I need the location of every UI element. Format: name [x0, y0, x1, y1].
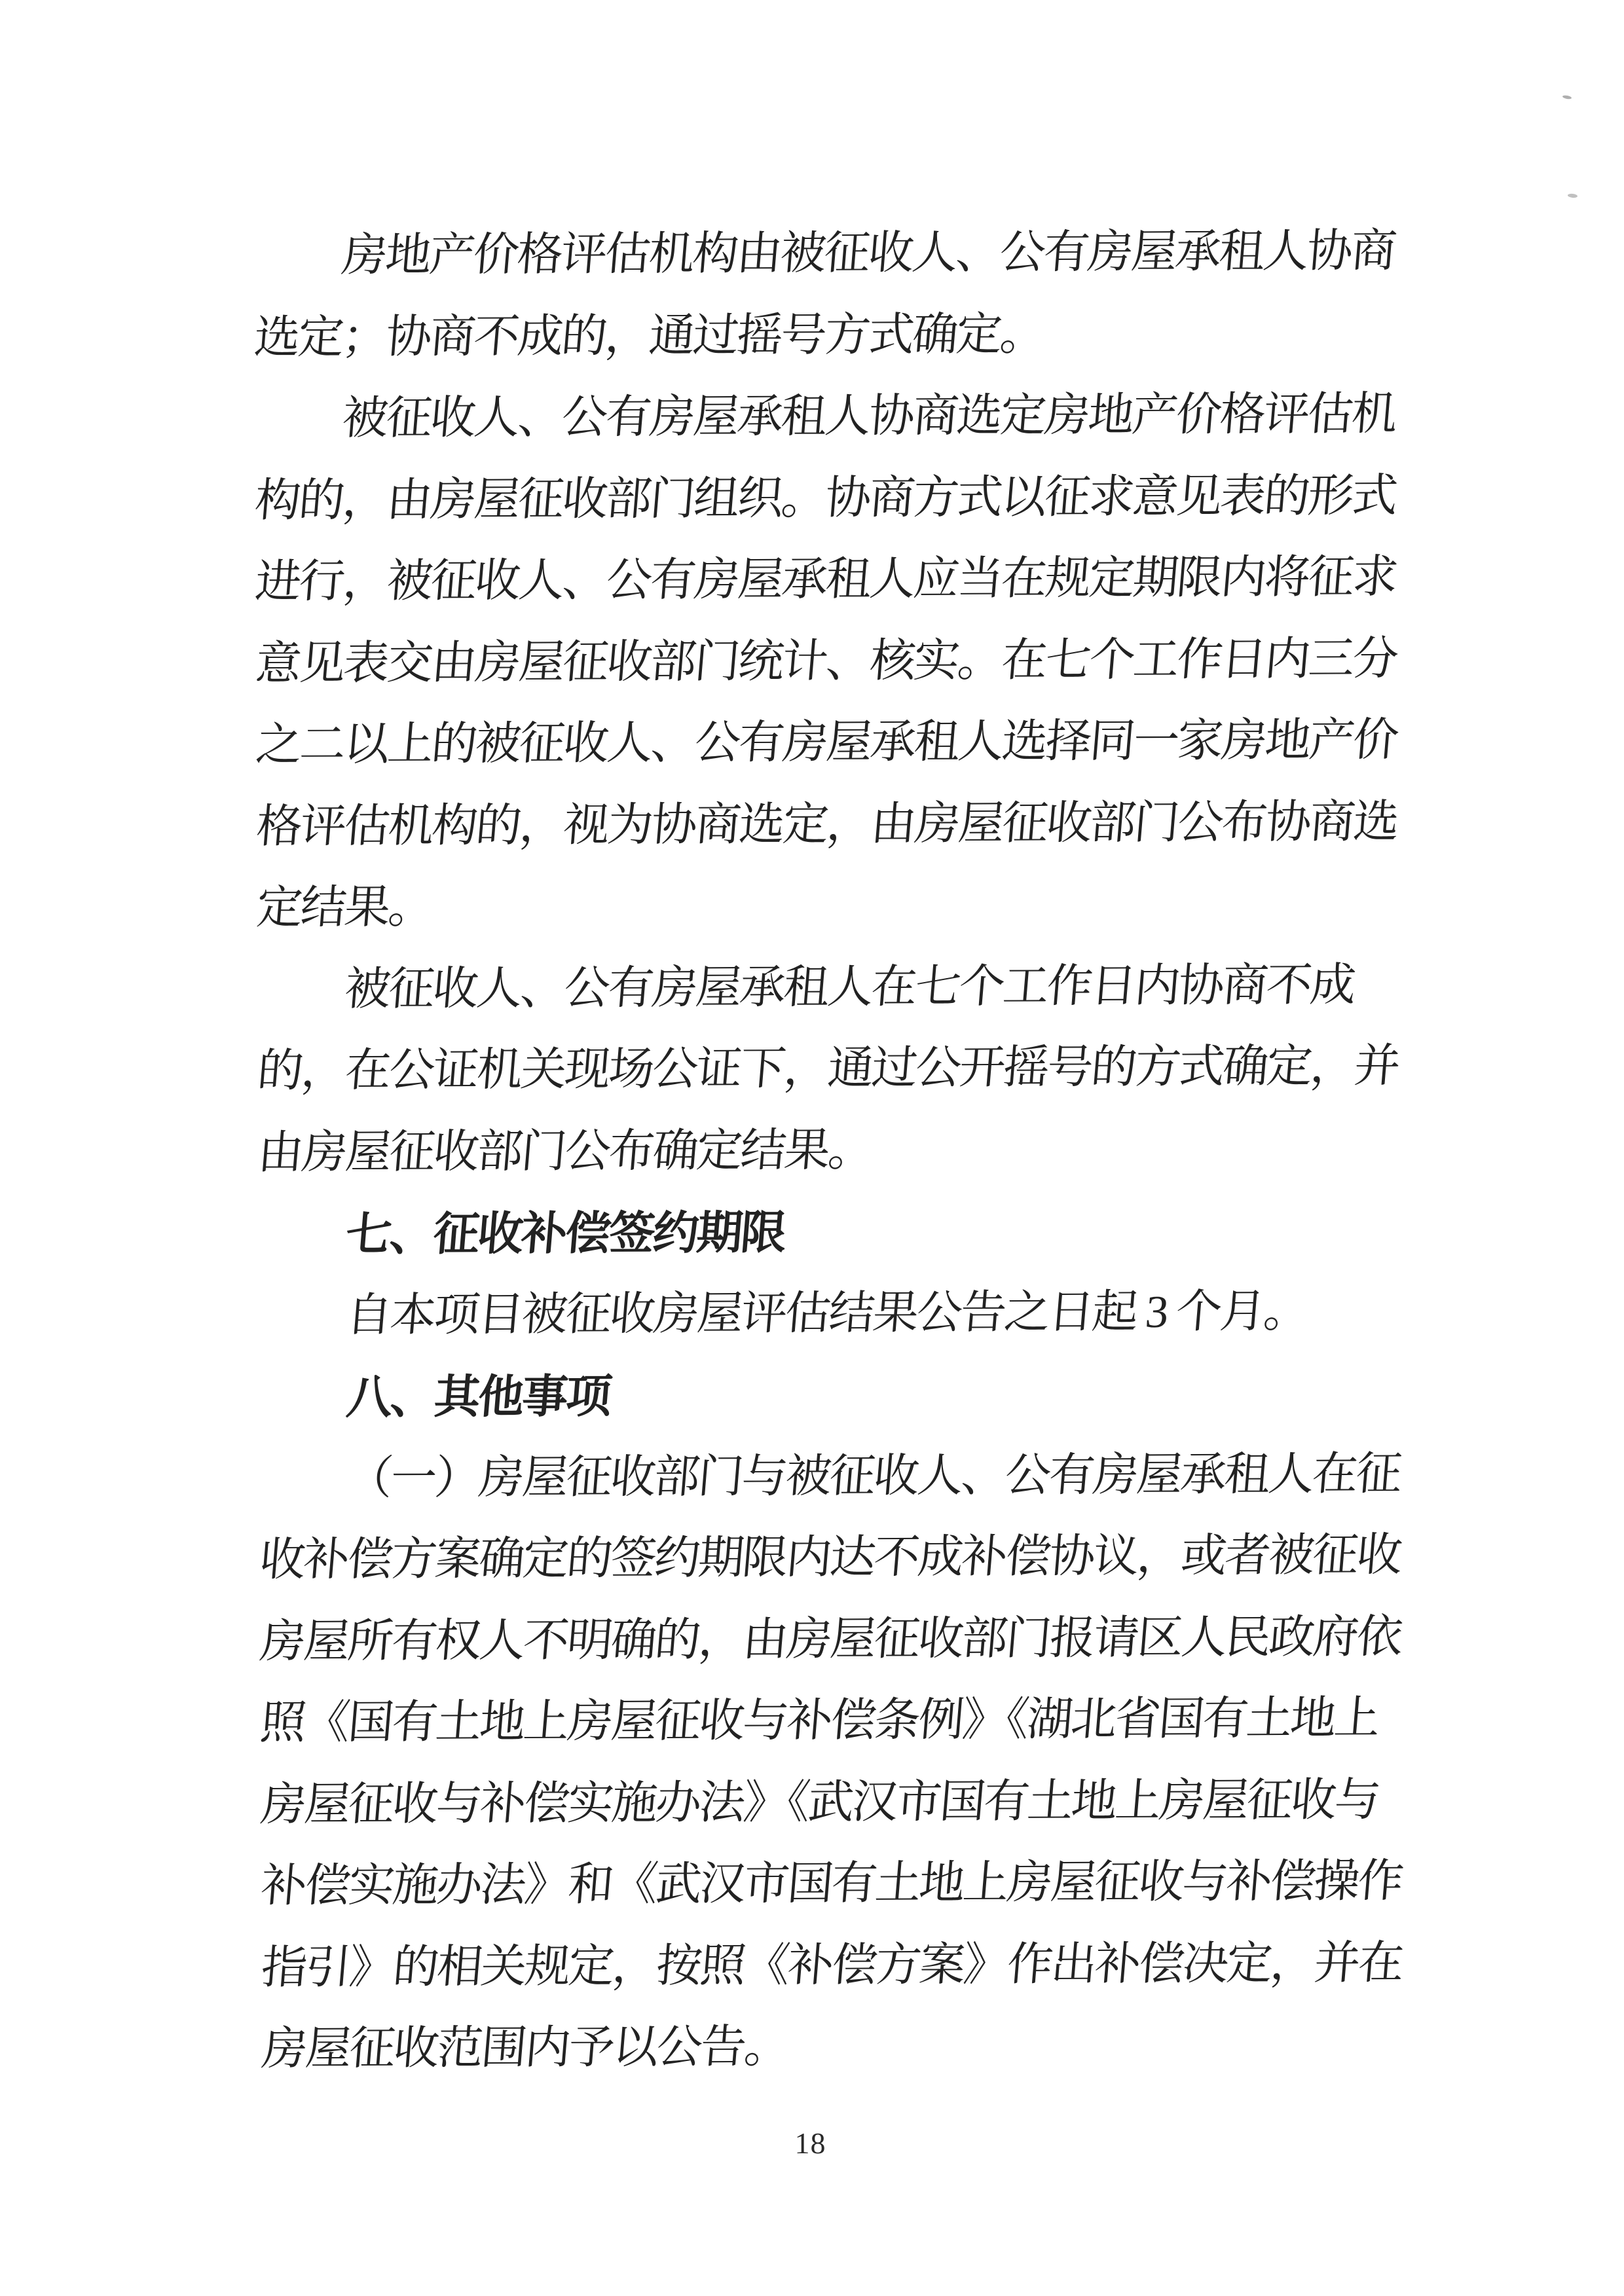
text-line: 进行，被征收人、公有房屋承租人应当在规定期限内将征求 — [253, 552, 1399, 608]
text-line: 选定；协商不成的，通过摇号方式确定。 — [252, 309, 1046, 363]
text-line: 格评估机构的，视为协商选定，由房屋征收部门公布协商选 — [254, 796, 1399, 852]
scan-speck-icon — [1568, 193, 1578, 198]
text-line: 指引》的相关规定，按照《补偿方案》作出补偿决定，并在 — [259, 1937, 1405, 1994]
text-line: 房屋征收范围内予以公告。 — [259, 2022, 790, 2075]
document-body — [250, 211, 1424, 2090]
text-line: 收补偿方案确定的签约期限内达不成补偿协议，或者被征收 — [257, 1530, 1403, 1586]
text-line: 自本项目被征收房屋评估结果公告之日起 3 个月。 — [344, 1286, 1310, 1341]
text-line: 房屋所有权人不明确的，由房屋征收部门报请区人民政府依 — [257, 1611, 1403, 1667]
text-line: 补偿实施办法》和《武汉市国有土地上房屋征收与补偿操作 — [259, 1856, 1404, 1912]
text-line: （一）房屋征收部门与被征收人、公有房屋承租人在征 — [344, 1448, 1403, 1504]
text-line: 构的，由房屋征收部门组织。协商方式以征求意见表的形式 — [253, 470, 1398, 526]
text-line: 房屋征收与补偿实施办法》《武汉市国有土地上房屋征收与 — [258, 1774, 1381, 1831]
text-line: 之二以上的被征收人、公有房屋承租人选择同一家房地产价 — [253, 715, 1399, 771]
text-line: 房地产价格评估机构由被征收人、公有房屋承租人协商 — [339, 226, 1397, 282]
page-number: 18 — [794, 2126, 826, 2160]
text-line: 由房屋征收部门公布确定结果。 — [255, 1125, 874, 1178]
text-line: 的，在公证机关现场公证下，通过公开摇号的方式确定，并 — [255, 1041, 1401, 1097]
section-heading: 八、其他事项 — [344, 1370, 612, 1423]
text-line: 被征收人、公有房屋承租人协商选定房地产价格评估机 — [340, 389, 1398, 445]
text-line: 照《国有土地上房屋征收与补偿条例》《湖北省国有土地上 — [258, 1693, 1380, 1749]
scan-speck-icon — [1562, 95, 1572, 100]
text-line: 被征收人、公有房屋承租人在七个工作日内协商不成 — [342, 960, 1356, 1015]
section-heading: 七、征收补偿签约期限 — [344, 1207, 787, 1260]
text-line: 意见表交由房屋征收部门统计、核实。在七个工作日内三分 — [253, 633, 1399, 689]
text-line: 定结果。 — [254, 882, 435, 934]
